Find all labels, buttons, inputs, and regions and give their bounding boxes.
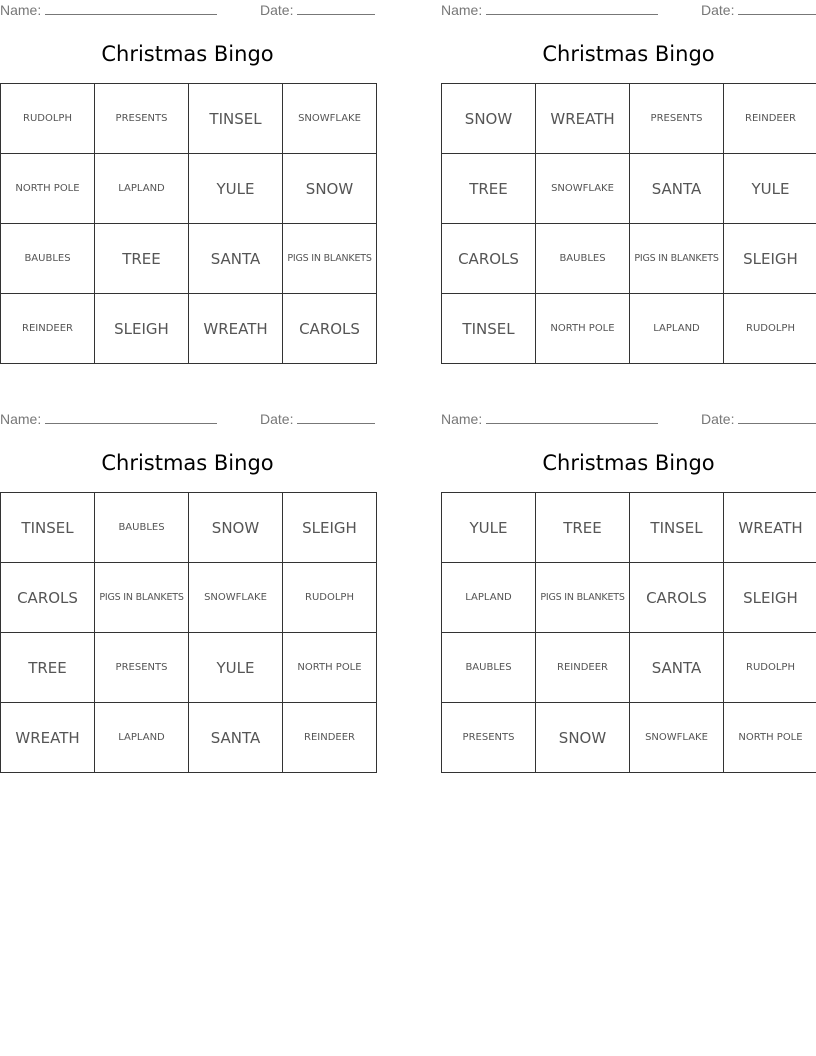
- name-blank-line[interactable]: [486, 411, 658, 424]
- bingo-cell[interactable]: TREE: [1, 633, 95, 703]
- name-field[interactable]: [0, 411, 217, 427]
- grid-row: [1, 294, 377, 364]
- card-header-fields: [0, 409, 380, 431]
- bingo-cell[interactable]: BAUBLES: [1, 224, 95, 294]
- bingo-cell[interactable]: CAROLS: [630, 563, 724, 633]
- name-label: Name:: [0, 2, 42, 18]
- bingo-cell[interactable]: NORTH POLE: [724, 703, 816, 773]
- bingo-cell[interactable]: SLEIGH: [283, 493, 377, 563]
- bingo-cell[interactable]: REINDEER: [724, 84, 816, 154]
- bingo-cell[interactable]: SANTA: [189, 703, 283, 773]
- bingo-grid: [0, 492, 377, 773]
- bingo-cell[interactable]: YULE: [189, 633, 283, 703]
- bingo-cell[interactable]: TINSEL: [442, 294, 536, 364]
- card-header-fields: [0, 0, 380, 22]
- bingo-cell[interactable]: PIGS IN BLANKETS: [283, 224, 377, 294]
- grid-row: [1, 633, 377, 703]
- card-header-fields: [441, 0, 816, 22]
- bingo-cell[interactable]: SANTA: [630, 154, 724, 224]
- bingo-cell[interactable]: YULE: [189, 154, 283, 224]
- bingo-cell[interactable]: LAPLAND: [95, 703, 189, 773]
- grid-row: [1, 84, 377, 154]
- card-title: Christmas Bingo: [542, 451, 715, 475]
- bingo-cell[interactable]: WREATH: [189, 294, 283, 364]
- grid-row: [1, 703, 377, 773]
- bingo-grid: [441, 492, 816, 773]
- card-title: Christmas Bingo: [542, 42, 715, 66]
- name-field[interactable]: [441, 2, 658, 18]
- card-title: Christmas Bingo: [101, 42, 274, 66]
- date-label: Date:: [260, 411, 294, 427]
- bingo-cell[interactable]: REINDEER: [536, 633, 630, 703]
- name-blank-line[interactable]: [45, 411, 217, 424]
- bingo-cell[interactable]: SLEIGH: [724, 563, 816, 633]
- grid-row: [442, 703, 816, 773]
- bingo-cell[interactable]: CAROLS: [442, 224, 536, 294]
- card-title: Christmas Bingo: [101, 451, 274, 475]
- date-field[interactable]: [701, 411, 816, 427]
- bingo-cell[interactable]: TREE: [536, 493, 630, 563]
- bingo-card-2: [441, 0, 816, 365]
- grid-row: [1, 493, 377, 563]
- grid-row: [1, 154, 377, 224]
- bingo-cell[interactable]: WREATH: [1, 703, 95, 773]
- bingo-card-1: [0, 0, 375, 365]
- bingo-cell[interactable]: CAROLS: [1, 563, 95, 633]
- name-field[interactable]: [441, 411, 658, 427]
- bingo-cell[interactable]: YULE: [724, 154, 816, 224]
- bingo-cell[interactable]: PIGS IN BLANKETS: [630, 224, 724, 294]
- bingo-cell[interactable]: LAPLAND: [442, 563, 536, 633]
- bingo-cell[interactable]: WREATH: [536, 84, 630, 154]
- grid-row: [442, 84, 816, 154]
- bingo-cell[interactable]: SLEIGH: [95, 294, 189, 364]
- grid-row: [442, 294, 816, 364]
- grid-row: [442, 493, 816, 563]
- grid-row: [442, 154, 816, 224]
- card-header-fields: [441, 409, 816, 431]
- date-blank-line[interactable]: [738, 411, 816, 424]
- bingo-cell[interactable]: TINSEL: [630, 493, 724, 563]
- bingo-cell[interactable]: RUDOLPH: [1, 84, 95, 154]
- name-label: Name:: [441, 2, 483, 18]
- bingo-card-4: [441, 409, 816, 774]
- bingo-cell[interactable]: NORTH POLE: [283, 633, 377, 703]
- date-label: Date:: [260, 2, 294, 18]
- grid-row: [442, 563, 816, 633]
- bingo-cell[interactable]: TINSEL: [189, 84, 283, 154]
- bingo-cell[interactable]: NORTH POLE: [1, 154, 95, 224]
- bingo-cell[interactable]: BAUBLES: [536, 224, 630, 294]
- name-label: Name:: [441, 411, 483, 427]
- grid-row: [1, 224, 377, 294]
- bingo-cell[interactable]: TREE: [95, 224, 189, 294]
- bingo-cell[interactable]: PRESENTS: [442, 703, 536, 773]
- bingo-cell[interactable]: BAUBLES: [442, 633, 536, 703]
- bingo-cell[interactable]: RUDOLPH: [283, 563, 377, 633]
- bingo-cell[interactable]: SANTA: [189, 224, 283, 294]
- bingo-cell[interactable]: SNOW: [189, 493, 283, 563]
- bingo-cell[interactable]: WREATH: [724, 493, 816, 563]
- bingo-cell[interactable]: REINDEER: [1, 294, 95, 364]
- date-field[interactable]: [701, 2, 816, 18]
- bingo-cell[interactable]: LAPLAND: [95, 154, 189, 224]
- bingo-cell[interactable]: PIGS IN BLANKETS: [95, 563, 189, 633]
- bingo-cell[interactable]: NORTH POLE: [536, 294, 630, 364]
- grid-row: [1, 563, 377, 633]
- bingo-cell[interactable]: PRESENTS: [630, 84, 724, 154]
- bingo-grid: [0, 83, 377, 364]
- bingo-cell[interactable]: PIGS IN BLANKETS: [536, 563, 630, 633]
- grid-row: [442, 633, 816, 703]
- date-blank-line[interactable]: [297, 2, 375, 15]
- bingo-cell[interactable]: SLEIGH: [724, 224, 816, 294]
- bingo-cell[interactable]: LAPLAND: [630, 294, 724, 364]
- date-field[interactable]: [260, 2, 375, 18]
- date-blank-line[interactable]: [738, 2, 816, 15]
- name-field[interactable]: [0, 2, 217, 18]
- bingo-cell[interactable]: SNOWFLAKE: [189, 563, 283, 633]
- name-label: Name:: [0, 411, 42, 427]
- date-label: Date:: [701, 2, 735, 18]
- name-blank-line[interactable]: [45, 2, 217, 15]
- bingo-cell[interactable]: BAUBLES: [95, 493, 189, 563]
- bingo-cell[interactable]: TINSEL: [1, 493, 95, 563]
- bingo-cell[interactable]: CAROLS: [283, 294, 377, 364]
- bingo-cell[interactable]: REINDEER: [283, 703, 377, 773]
- bingo-cell[interactable]: YULE: [442, 493, 536, 563]
- date-field[interactable]: [260, 411, 375, 427]
- grid-row: [442, 224, 816, 294]
- date-blank-line[interactable]: [297, 411, 375, 424]
- date-label: Date:: [701, 411, 735, 427]
- bingo-card-3: [0, 409, 375, 774]
- bingo-grid: [441, 83, 816, 364]
- bingo-cell[interactable]: PRESENTS: [95, 84, 189, 154]
- bingo-cell[interactable]: SNOW: [283, 154, 377, 224]
- bingo-cell[interactable]: SNOW: [536, 703, 630, 773]
- bingo-cell[interactable]: PRESENTS: [95, 633, 189, 703]
- bingo-cell[interactable]: SNOWFLAKE: [283, 84, 377, 154]
- bingo-cell[interactable]: TREE: [442, 154, 536, 224]
- bingo-cell[interactable]: RUDOLPH: [724, 294, 816, 364]
- bingo-cell[interactable]: SANTA: [630, 633, 724, 703]
- bingo-cell[interactable]: RUDOLPH: [724, 633, 816, 703]
- name-blank-line[interactable]: [486, 2, 658, 15]
- bingo-cell[interactable]: SNOW: [442, 84, 536, 154]
- bingo-cell[interactable]: SNOWFLAKE: [536, 154, 630, 224]
- bingo-cell[interactable]: SNOWFLAKE: [630, 703, 724, 773]
